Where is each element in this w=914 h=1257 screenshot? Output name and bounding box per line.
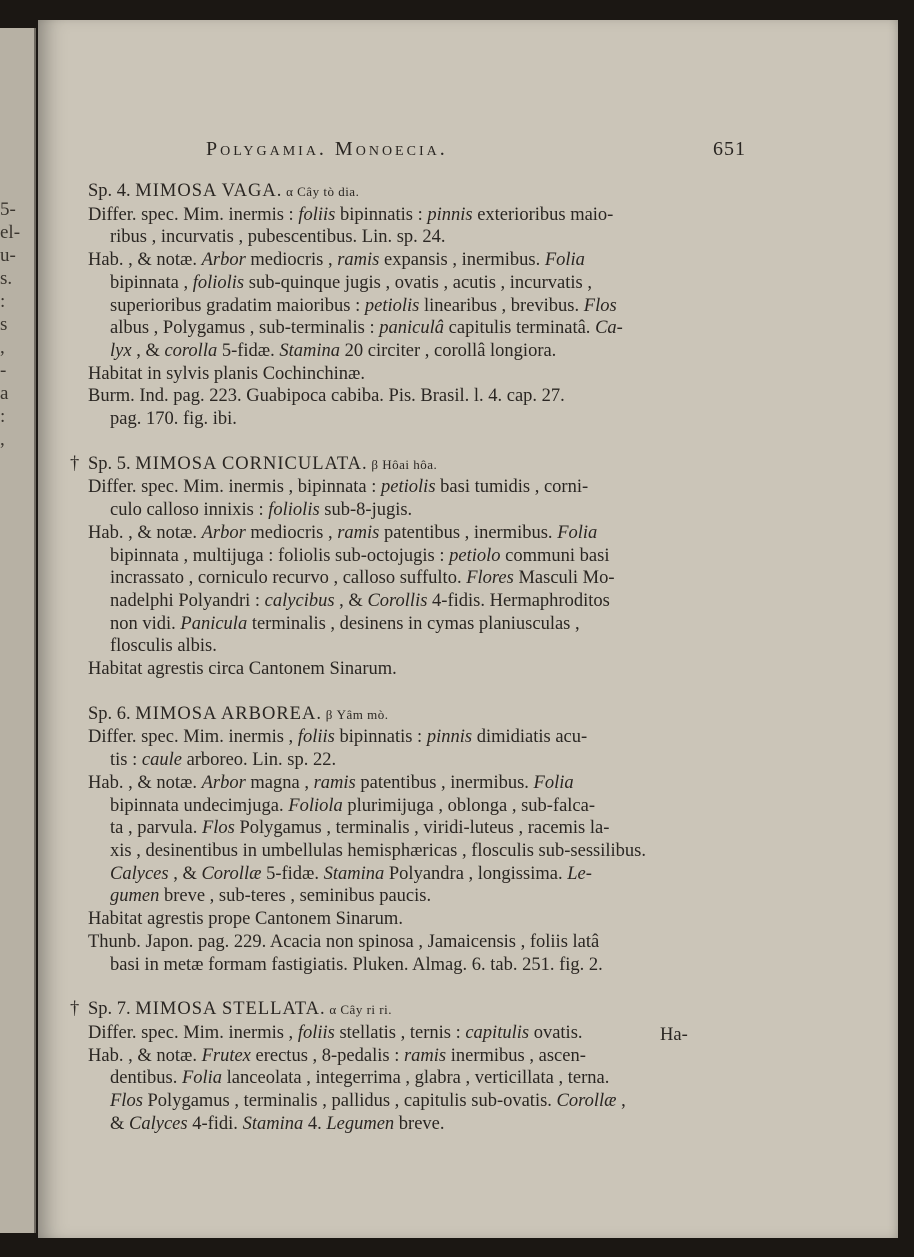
text-line	[88, 385, 708, 408]
text-run: Corollæ	[556, 1091, 617, 1112]
text-run: albus , Polygamus , sub-terminalis :	[110, 318, 380, 339]
text-run: 4.	[303, 1113, 327, 1134]
previous-page-edge	[0, 28, 36, 1233]
text-run: Masculi Mo-	[513, 568, 615, 589]
margin-fragment: s.	[0, 268, 13, 289]
text-run: foliis	[297, 1022, 335, 1043]
margin-fragment: a	[0, 383, 9, 404]
text-run: petiolis	[381, 477, 436, 498]
text-run: lyx	[110, 340, 132, 361]
vernacular-name: α Cây ri ri.	[325, 1002, 392, 1018]
text-run: ,	[616, 1091, 626, 1112]
margin-fragment: ,	[0, 429, 5, 450]
page-number: 651	[713, 138, 746, 160]
running-head-title: Polygamia. Monoecia.	[206, 138, 448, 160]
text-run: corolla	[164, 340, 218, 361]
text-line	[88, 272, 708, 295]
text-run: dentibus.	[110, 1068, 182, 1089]
text-run: Sp. 7.	[88, 999, 136, 1020]
text-line	[88, 795, 708, 818]
book-page	[38, 20, 898, 1238]
text-run: pinnis	[426, 727, 473, 748]
text-line	[88, 226, 708, 249]
text-run: Sp. 6.	[88, 703, 136, 724]
text-run: Folia	[557, 522, 598, 543]
text-run: &	[110, 1113, 130, 1134]
text-run: Folia	[533, 772, 574, 793]
text-line	[88, 635, 708, 658]
text-run: ovatis.	[529, 1022, 583, 1043]
catchword: Ha-	[660, 1025, 688, 1045]
text-line	[88, 340, 708, 363]
text-run: Foliola	[288, 795, 343, 816]
text-run: nadelphi Polyandri :	[110, 590, 265, 611]
text-run: Legumen	[326, 1113, 395, 1134]
text-line	[88, 908, 708, 931]
text-run: ramis	[337, 522, 380, 543]
species-name: MIMOSA ARBOREA.	[135, 703, 322, 724]
text-run: petiolo	[449, 545, 501, 566]
vernacular-name: β Hôai hôa.	[367, 456, 438, 472]
text-run: Calyces	[129, 1113, 188, 1134]
text-run: stellatis , ternis :	[334, 1022, 466, 1043]
text-run: magna ,	[245, 772, 314, 793]
text-run: bipinnatis :	[334, 727, 427, 748]
text-run: arboreo. Lin. sp. 22.	[181, 750, 337, 771]
text-run: Flos	[201, 818, 235, 839]
text-run: ribus , incurvatis , pubescentibus. Lin. sp. 24.	[110, 227, 446, 248]
text-run: exterioribus maio-	[472, 204, 614, 225]
text-run: , &	[131, 340, 165, 361]
species-name: MIMOSA STELLATA.	[135, 999, 326, 1020]
text-run: 4-fidi.	[187, 1113, 243, 1134]
text-run: 5-fidæ.	[261, 863, 324, 884]
text-run: superioribus gradatim maioribus :	[110, 295, 365, 316]
text-line	[88, 317, 708, 340]
vernacular-name: α Cây tò dia.	[282, 184, 360, 199]
margin-fragment: -	[0, 360, 7, 381]
text-run: Arbor	[201, 522, 246, 543]
text-run: , &	[334, 590, 368, 611]
text-run: Differ. spec. Mim. inermis ,	[88, 1022, 298, 1043]
previous-page-margin-text	[0, 198, 30, 451]
text-run: bipinnata , multijuga : foliolis sub-octojugis :	[110, 545, 450, 566]
text-run: Differ. spec. Mim. inermis , bipinnata :	[88, 477, 382, 498]
margin-fragment: 5-	[0, 199, 16, 220]
text-run: erectus , 8-pedalis :	[250, 1045, 404, 1066]
text-run: Polyandra , longissima.	[384, 863, 568, 884]
text-run: Flos	[110, 1091, 143, 1112]
text-run: Stamina	[323, 863, 385, 884]
text-run: tis :	[110, 750, 142, 771]
text-run: Frutex	[201, 1045, 251, 1066]
text-run: petiolis	[364, 295, 420, 316]
text-run: Le-	[567, 863, 592, 884]
text-run: 4-fidis. Hermaphroditos	[427, 590, 610, 611]
text-run: incrassato , corniculo recurvo , calloso suffulto.	[110, 568, 467, 589]
text-line	[88, 1067, 708, 1090]
text-line	[88, 658, 708, 681]
text-line	[88, 204, 708, 227]
text-run: bipinnata undecimjuga.	[110, 795, 289, 816]
text-run: xis , desinentibus in umbellulas hemisphæricas , flosculis sub-sessilibus.	[110, 840, 646, 861]
text-line	[88, 817, 708, 840]
running-head	[206, 138, 746, 161]
text-run: Differ. spec. Mim. inermis ,	[88, 727, 298, 748]
text-run: bipinnata ,	[110, 272, 193, 293]
species-name: MIMOSA CORNICULATA.	[135, 453, 368, 474]
margin-fragment: :	[0, 406, 6, 427]
vernacular-name: β Yâm mò.	[321, 706, 389, 722]
text-line	[88, 772, 708, 795]
text-line	[88, 863, 708, 886]
text-run: Corollis	[367, 590, 428, 611]
text-line	[88, 885, 708, 908]
text-line	[88, 499, 708, 522]
text-run: Stamina	[242, 1113, 304, 1134]
text-run: patentibus , inermibus.	[355, 772, 534, 793]
text-line	[88, 180, 708, 204]
text-line	[88, 453, 708, 477]
text-run: Sp. 4.	[88, 181, 136, 201]
text-run: foliolis	[192, 272, 245, 293]
text-run: breve , sub-teres , seminibus paucis.	[159, 886, 432, 907]
text-run: Corollæ	[201, 863, 262, 884]
text-run: patentibus , inermibus.	[379, 522, 558, 543]
text-run: terminalis , desinens in cymas planiusculas ,	[247, 613, 580, 634]
text-line	[88, 726, 708, 749]
text-run: flosculis albis.	[110, 636, 217, 657]
text-run: basi tumidis , corni-	[435, 477, 589, 498]
species-entry	[70, 998, 708, 1135]
text-run: 5-fidæ.	[217, 340, 280, 361]
text-line	[88, 1113, 708, 1136]
text-line	[88, 998, 708, 1022]
text-line	[88, 840, 708, 863]
text-line	[88, 1045, 708, 1068]
text-run: calycibus	[264, 590, 335, 611]
text-run: Ca-	[595, 318, 623, 339]
text-run: linearibus , brevibus.	[419, 295, 584, 316]
text-run: Burm. Ind. pag. 223. Guabipoca cabiba. Pis. Brasil. l. 4. cap. 27.	[88, 386, 565, 407]
text-run: ramis	[337, 250, 380, 271]
species-entry	[88, 703, 708, 976]
text-line	[88, 249, 708, 272]
text-run: Folia	[544, 250, 585, 271]
text-line	[88, 522, 708, 545]
text-run: foliis	[297, 727, 335, 748]
text-run: Flos	[583, 295, 617, 316]
text-run: bipinnatis :	[335, 204, 428, 225]
text-run: mediocris ,	[245, 522, 338, 543]
text-run: Hab. , & notæ.	[88, 772, 202, 793]
text-line	[88, 1090, 708, 1113]
text-run: Arbor	[201, 250, 246, 271]
text-run: ramis	[403, 1045, 447, 1066]
text-run: Differ. spec. Mim. inermis :	[88, 204, 299, 225]
text-line	[88, 295, 708, 318]
text-run: Polygamus , terminalis , pallidus , capitulis sub-ovatis.	[142, 1091, 557, 1112]
dagger-mark: †	[70, 453, 80, 474]
text-run: Thunb. Japon. pag. 229. Acacia non spinosa , Jamaicensis , foliis latâ	[88, 931, 600, 952]
text-run: Hab. , & notæ.	[88, 250, 202, 271]
text-run: non vidi.	[110, 613, 181, 634]
text-run: Hab. , & notæ.	[88, 522, 202, 543]
body-text	[70, 180, 708, 1157]
text-run: inermibus , ascen-	[446, 1045, 586, 1066]
species-name: MIMOSA VAGA.	[135, 181, 283, 201]
text-run: sub-8-jugis.	[319, 500, 413, 521]
margin-fragment: el-	[0, 222, 21, 243]
text-line	[88, 590, 708, 613]
text-run: Habitat agrestis prope Cantonem Sinarum.	[88, 909, 403, 930]
species-entry	[70, 453, 708, 681]
text-run: lanceolata , integerrima , glabra , verticillata , terna.	[222, 1068, 610, 1089]
text-line	[88, 931, 708, 954]
text-run: plurimijuga , oblonga , sub-falca-	[342, 795, 596, 816]
text-run: Polygamus , terminalis , viridi-luteus , racemis la-	[234, 818, 610, 839]
species-entry	[88, 180, 708, 431]
text-run: Habitat in sylvis planis Cochinchinæ.	[88, 363, 365, 384]
text-run: basi in metæ formam fastigiatis. Pluken. Almag. 6. tab. 251. fig. 2.	[110, 954, 603, 975]
text-run: Stamina	[279, 340, 341, 361]
text-line	[88, 408, 708, 431]
text-run: expansis , inermibus.	[379, 250, 545, 271]
text-run: Calyces	[110, 863, 169, 884]
text-run: foliis	[298, 204, 336, 225]
text-run: Arbor	[201, 772, 246, 793]
text-run: communi basi	[500, 545, 610, 566]
dagger-mark: †	[70, 999, 80, 1020]
text-run: foliolis	[268, 500, 320, 521]
text-line	[88, 613, 708, 636]
text-run: caule	[141, 750, 182, 771]
margin-fragment: s	[0, 314, 8, 335]
text-run: ta , parvula.	[110, 818, 202, 839]
text-line	[88, 1022, 708, 1045]
text-run: culo calloso innixis :	[110, 500, 269, 521]
text-run: gumen	[110, 886, 160, 907]
text-run: pag. 170. fig. ibi.	[110, 409, 237, 430]
text-line	[88, 703, 708, 727]
text-run: Sp. 5.	[88, 453, 136, 474]
text-line	[88, 954, 708, 977]
text-run: paniculâ	[379, 318, 445, 339]
text-line	[88, 363, 708, 386]
text-line	[88, 476, 708, 499]
text-line	[88, 545, 708, 568]
text-run: , &	[168, 863, 202, 884]
text-run: sub-quinque jugis , ovatis , acutis , incurvatis ,	[244, 272, 592, 293]
text-run: pinnis	[427, 204, 473, 225]
text-run: mediocris ,	[245, 250, 338, 271]
text-run: Hab. , & notæ.	[88, 1045, 202, 1066]
margin-fragment: ,	[0, 337, 5, 358]
text-run: Habitat agrestis circa Cantonem Sinarum.	[88, 659, 397, 680]
text-run: 20 circiter , corollâ longiora.	[340, 340, 557, 361]
text-run: Folia	[181, 1068, 223, 1089]
margin-fragment: :	[0, 291, 6, 312]
text-run: capitulis terminatâ.	[444, 318, 596, 339]
text-run: dimidiatis acu-	[472, 727, 588, 748]
text-run: Panicula	[180, 613, 248, 634]
text-run: ramis	[313, 772, 356, 793]
text-run: Flores	[466, 568, 514, 589]
text-line	[88, 749, 708, 772]
text-run: breve.	[394, 1113, 445, 1134]
text-run: capitulis	[465, 1022, 530, 1043]
margin-fragment: u-	[0, 245, 16, 266]
text-line	[88, 567, 708, 590]
